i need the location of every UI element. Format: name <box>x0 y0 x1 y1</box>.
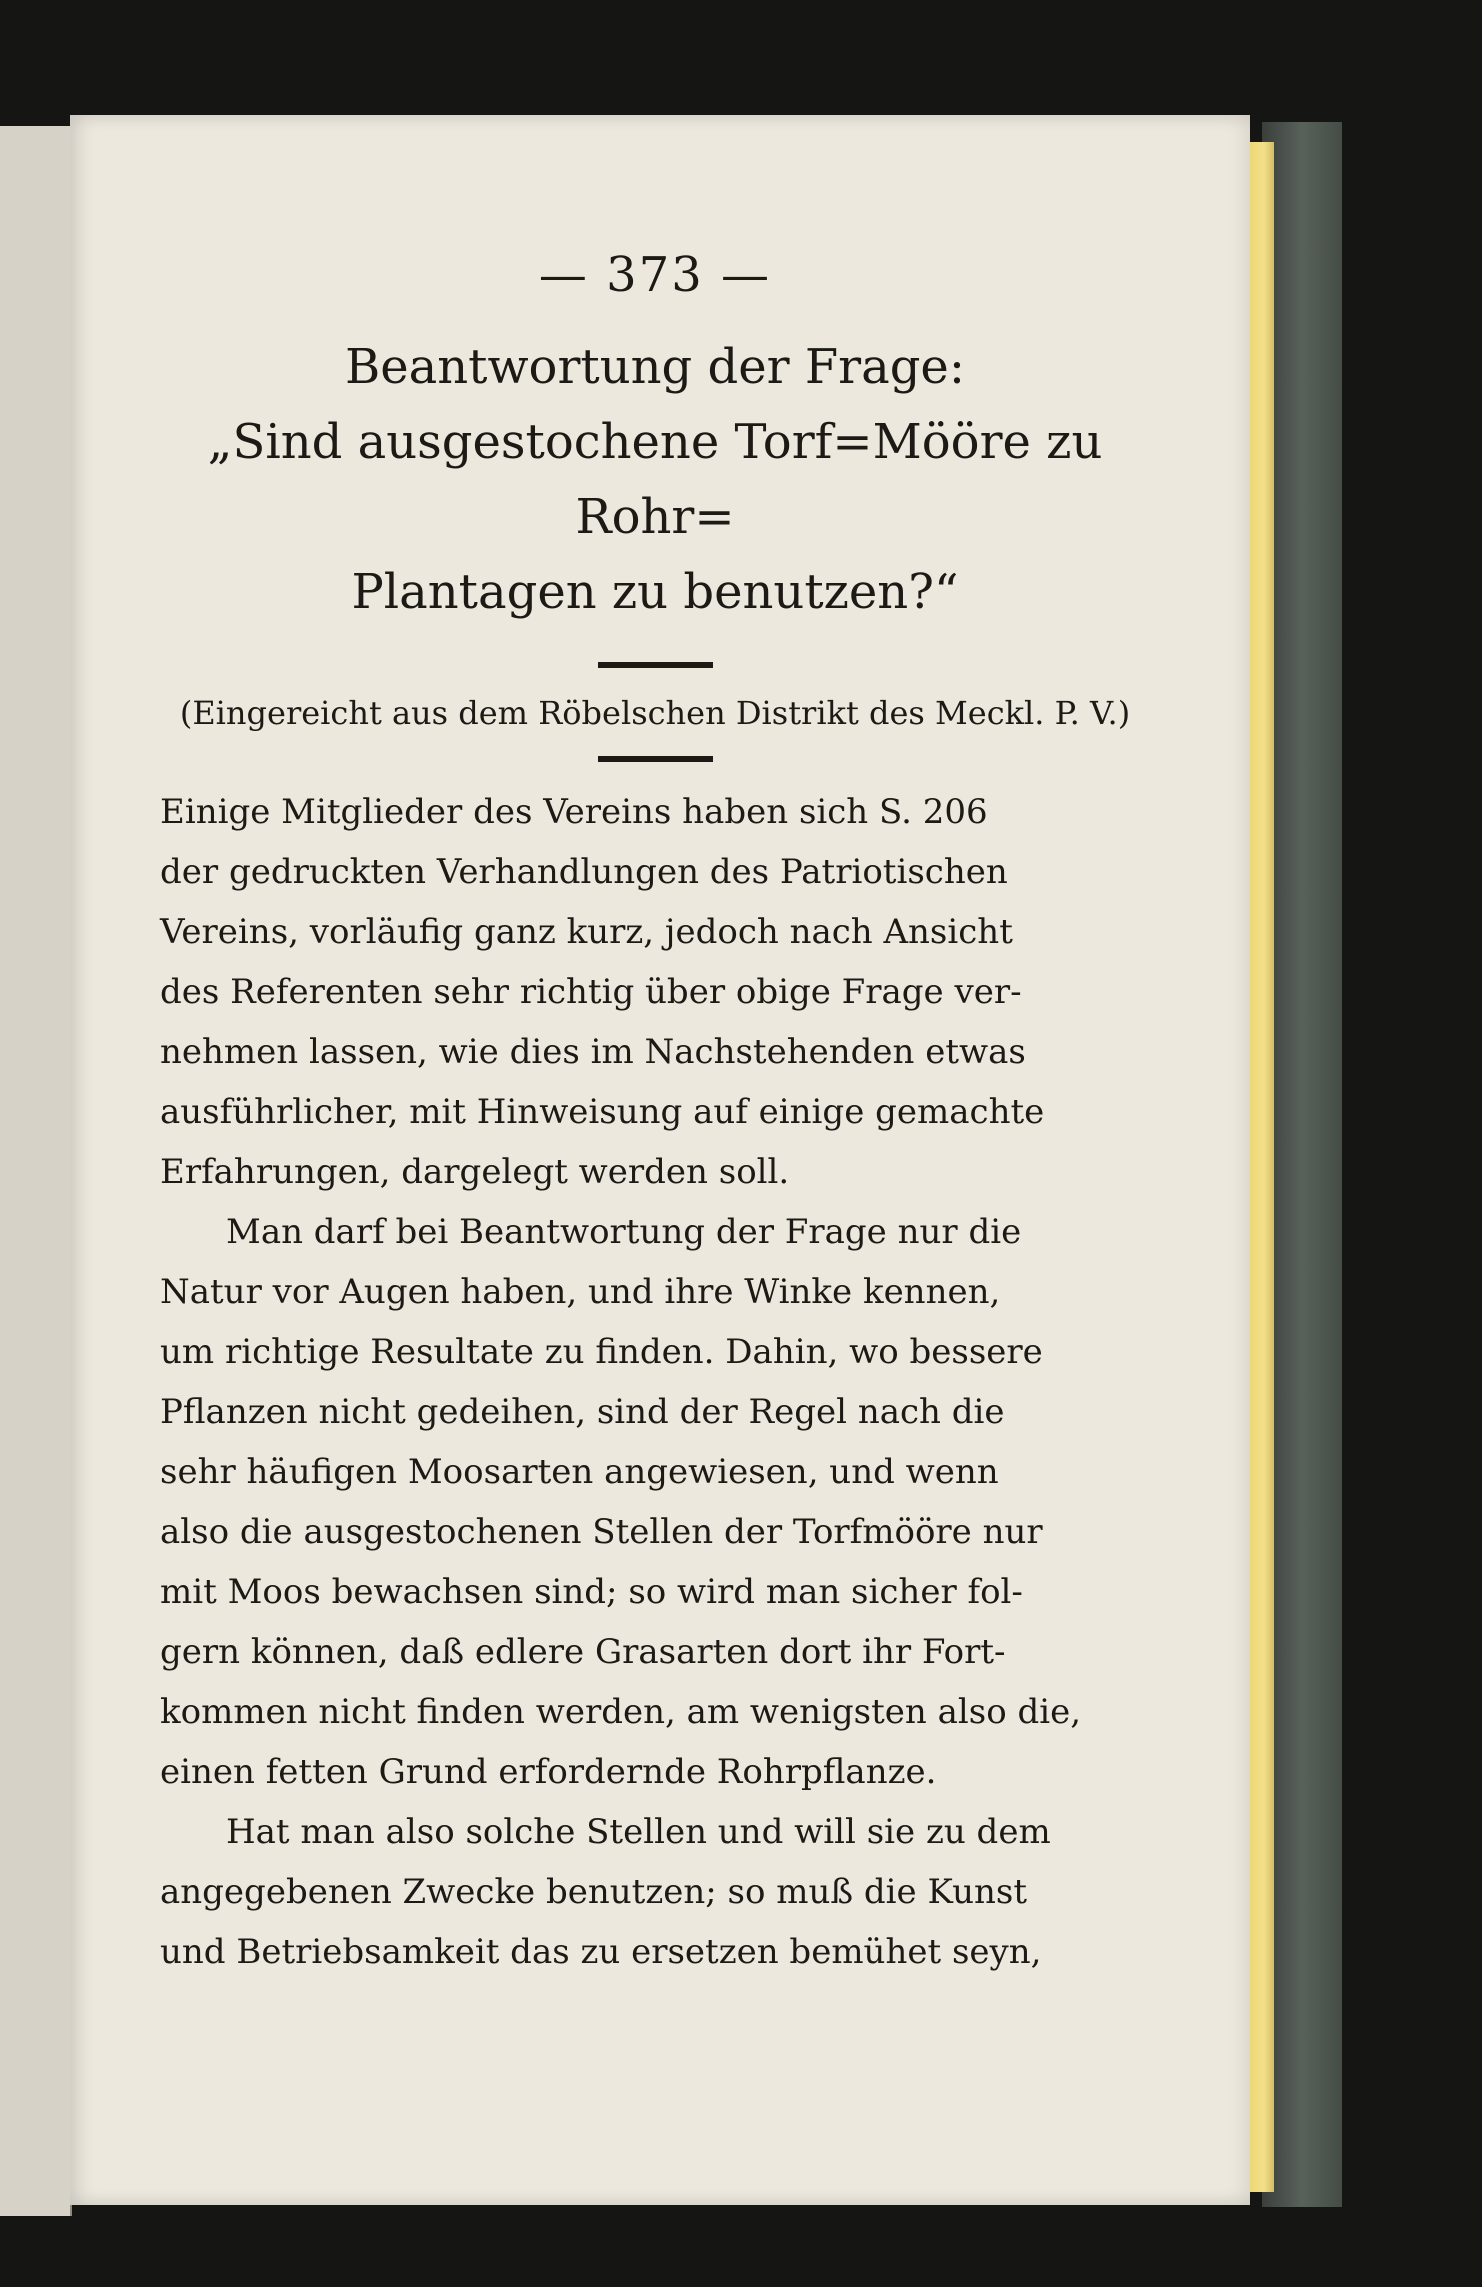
paragraph-2 <box>160 1202 1150 1802</box>
text-line: angegebenen Zwecke benutzen; so muß die Kunst <box>160 1872 1028 1912</box>
section-title <box>160 330 1150 630</box>
paragraph-1 <box>160 782 1150 1202</box>
text-line: Einige Mitglieder des Vereins haben sich S. 206 <box>160 792 988 832</box>
page-number: — 373 — <box>538 247 772 303</box>
text-line: Erfahrungen, dargelegt werden soll. <box>160 1152 790 1192</box>
book-page <box>70 115 1250 2205</box>
left-page-edge <box>0 126 72 2216</box>
text-line: einen fetten Grund erfordernde Rohrpflanze. <box>160 1752 937 1792</box>
text-line: Natur vor Augen haben, und ihre Winke kennen, <box>160 1272 1001 1312</box>
text-block <box>160 240 1150 1982</box>
subtitle-divider <box>598 756 713 762</box>
text-line: und Betriebsamkeit das zu ersetzen bemühet seyn, <box>160 1932 1042 1972</box>
book-cover-board <box>1262 122 1342 2207</box>
text-line: also die ausgestochenen Stellen der Torfmööre nur <box>160 1512 1043 1552</box>
text-line: Man darf bei Beantwortung der Frage nur die <box>226 1212 1022 1252</box>
title-divider <box>598 662 713 668</box>
text-line: kommen nicht finden werden, am wenigsten also die, <box>160 1692 1082 1732</box>
text-line: um richtige Resultate zu finden. Dahin, wo bessere <box>160 1332 1043 1372</box>
text-line: mit Moos bewachsen sind; so wird man sicher fol‑ <box>160 1572 1023 1612</box>
text-line: der gedruckten Verhandlungen des Patriotischen <box>160 852 1008 892</box>
title-line: Plantagen zu benutzen?“ <box>351 564 959 620</box>
title-line: Beantwortung der Frage: <box>344 339 966 395</box>
text-line: ausführlicher, mit Hinweisung auf einige gemachte <box>160 1092 1045 1132</box>
text-line: Vereins, vorläufig ganz kurz, jedoch nach Ansicht <box>160 912 1013 952</box>
text-line: gern können, daß edlere Grasarten dort ihr Fort‑ <box>160 1632 1006 1672</box>
text-line: Pflanzen nicht gedeihen, sind der Regel nach die <box>160 1392 1005 1432</box>
text-line: des Referenten sehr richtig über obige Frage ver‑ <box>160 972 1022 1012</box>
text-line: nehmen lassen, wie dies im Nachstehenden etwas <box>160 1032 1026 1072</box>
paragraph-3 <box>160 1802 1150 1982</box>
title-line: „Sind ausgestochene Torf=Mööre zu Rohr= <box>207 414 1103 545</box>
submitted-note: (Eingereicht aus dem Röbelschen Distrikt des Meckl. P. V.) <box>179 694 1131 732</box>
page-edge <box>1248 142 1274 2192</box>
text-line: Hat man also solche Stellen und will sie zu dem <box>226 1812 1051 1852</box>
text-line: sehr häufigen Moosarten angewiesen, und wenn <box>160 1452 999 1492</box>
